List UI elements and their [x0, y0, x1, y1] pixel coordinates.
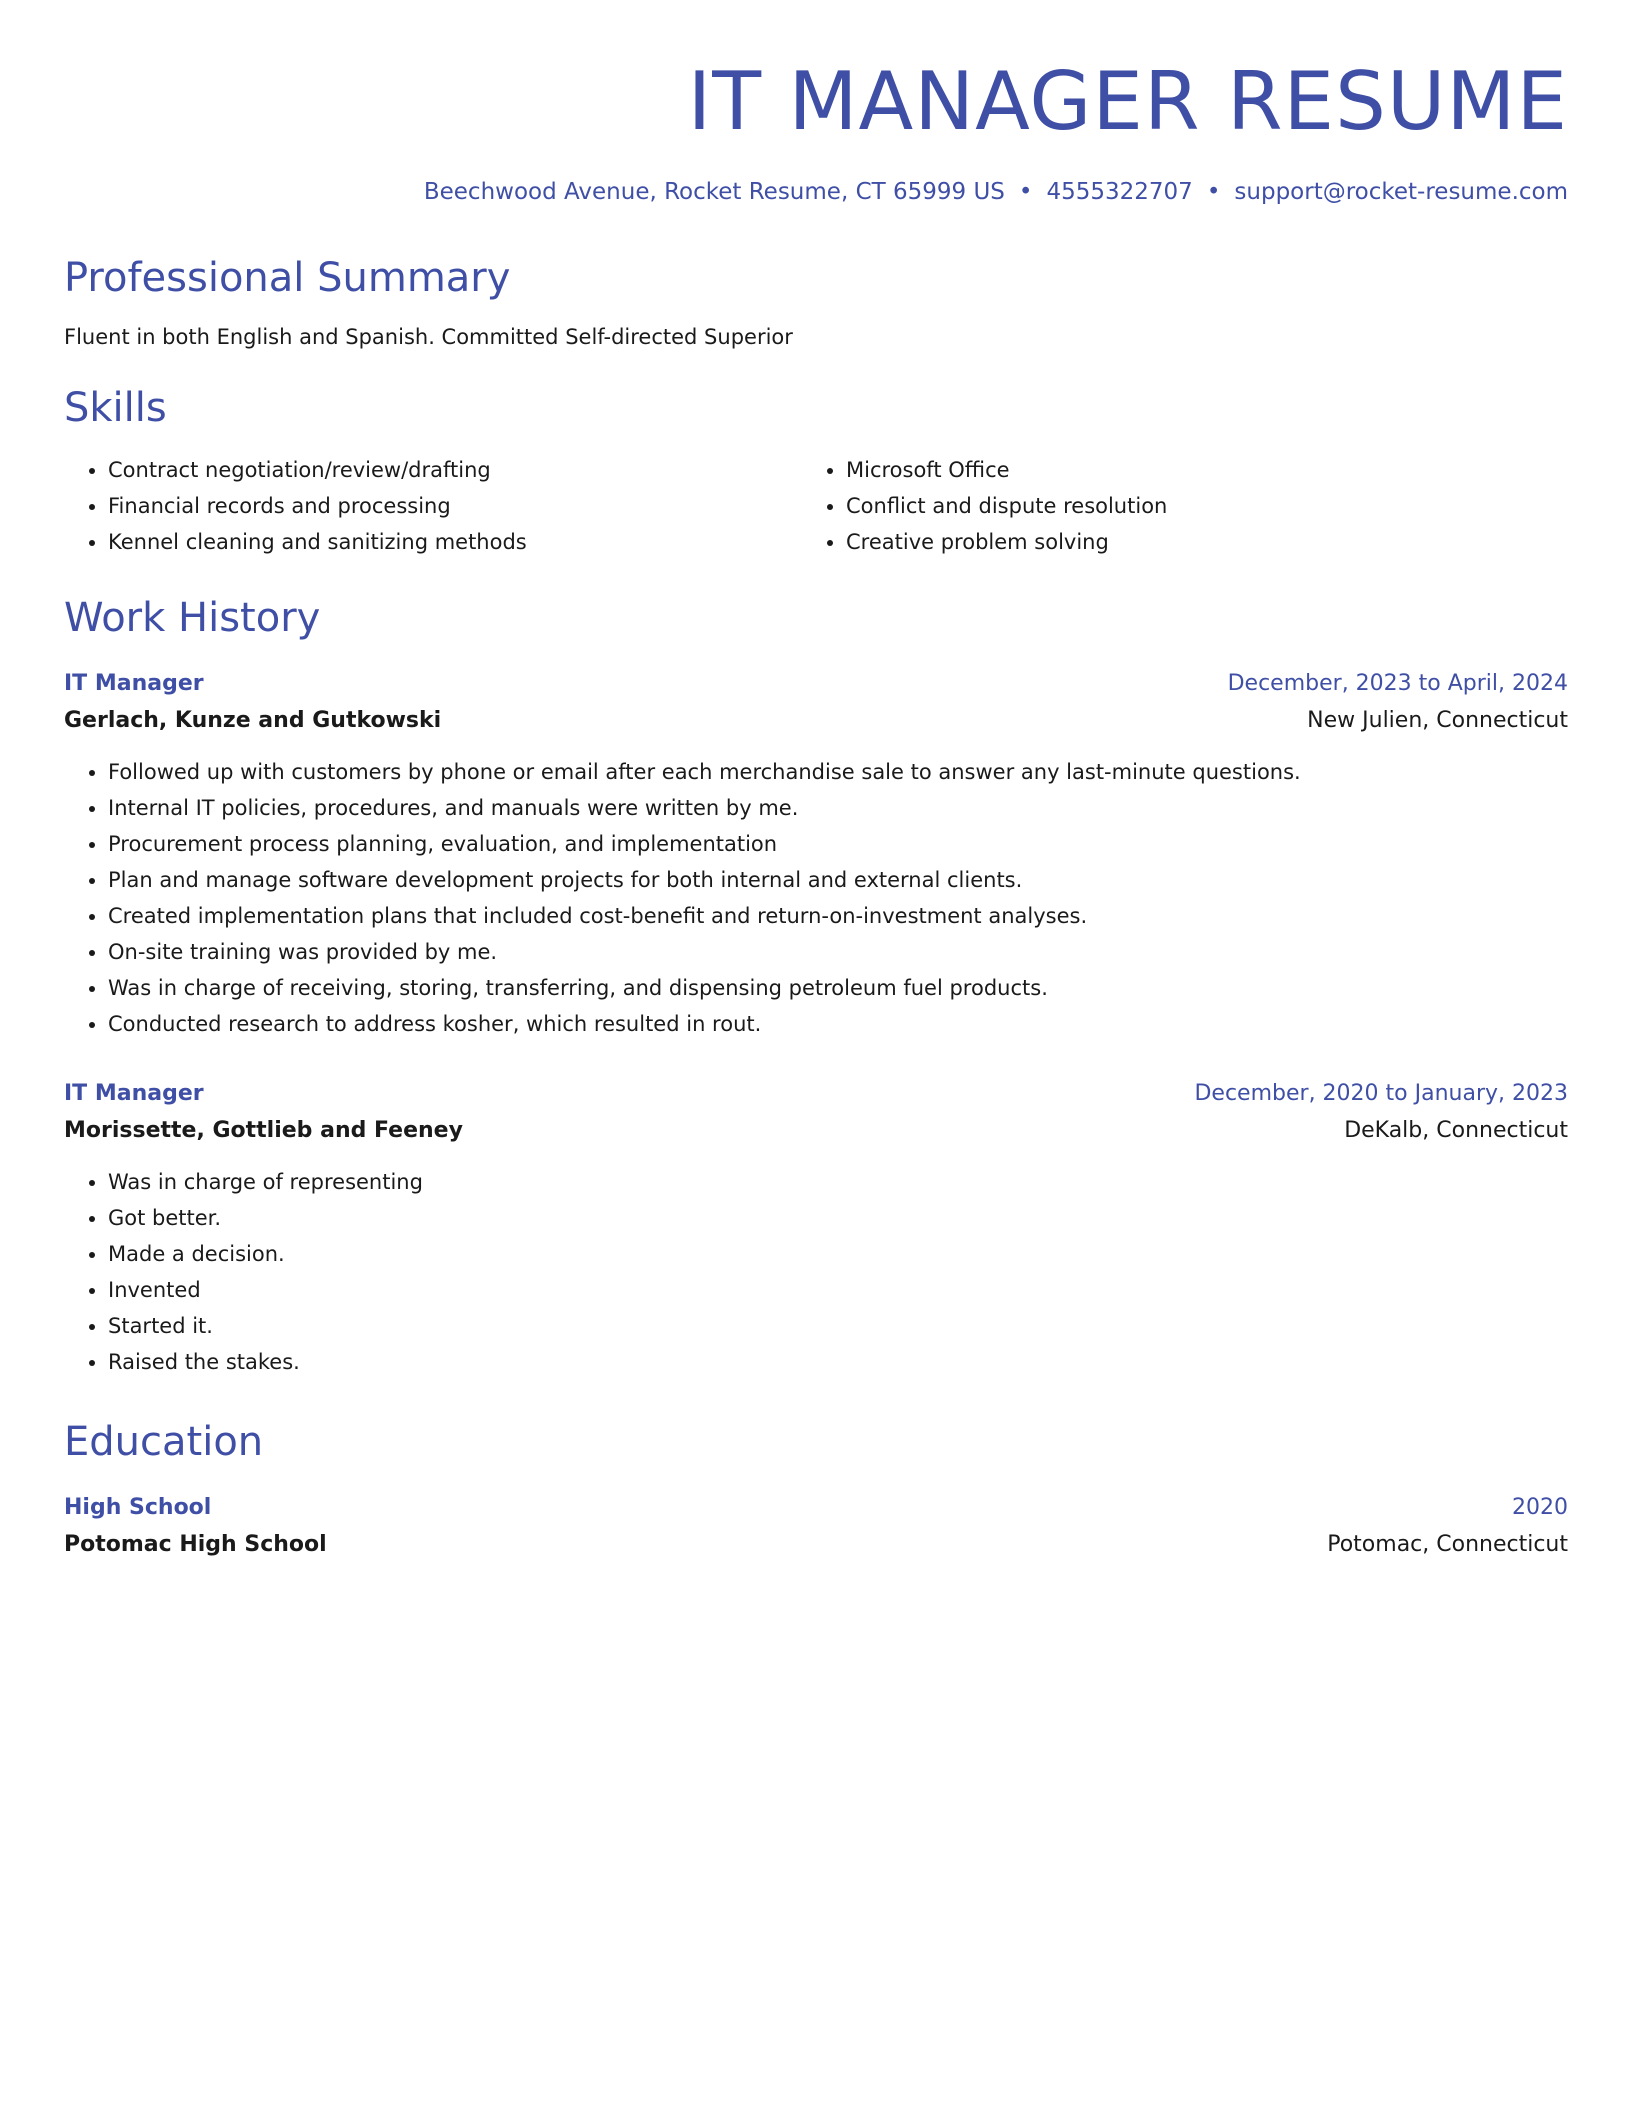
job-bullet: • Was in charge of receiving, storing, transferring, and dispensing petroleum fuel products. — [108, 970, 1568, 1006]
skills-column-left — [64, 452, 802, 560]
education-header — [64, 1490, 1568, 1526]
job-subheader — [64, 702, 1568, 740]
summary-heading: Professional Summary — [64, 255, 511, 301]
skill-item: • Creative problem solving — [846, 524, 1540, 560]
education-subheader — [64, 1526, 1568, 1564]
job-bullet: • Started it. — [108, 1308, 1568, 1344]
education-degree: High School — [64, 1495, 212, 1520]
contact-separator: • — [1206, 179, 1221, 205]
job-bullets — [64, 754, 1568, 1042]
job-bullet: • Made a decision. — [108, 1236, 1568, 1272]
job-company: Morissette, Gottlieb and Feeney — [64, 1118, 463, 1143]
job-location: DeKalb, Connecticut — [1344, 1118, 1568, 1143]
contact-address: Beechwood Avenue, Rocket Resume, CT 65999 US — [423, 179, 1005, 205]
job-entry — [64, 1076, 1568, 1380]
job-header — [64, 666, 1568, 702]
job-bullet: • Conducted research to address kosher, which resulted in rout. — [108, 1006, 1568, 1042]
education-school: Potomac High School — [64, 1532, 327, 1557]
skill-item: • Conflict and dispute resolution — [846, 488, 1540, 524]
job-bullet: • Raised the stakes. — [108, 1344, 1568, 1380]
job-bullet: • On-site training was provided by me. — [108, 934, 1568, 970]
education-location: Potomac, Connecticut — [1327, 1532, 1568, 1557]
skills-column-right — [802, 452, 1540, 560]
job-location: New Julien, Connecticut — [1307, 708, 1568, 733]
education-heading: Education — [64, 1419, 264, 1465]
work-history-heading: Work History — [64, 595, 321, 641]
job-dates: December, 2020 to January, 2023 — [1194, 1081, 1568, 1106]
skill-item: • Microsoft Office — [846, 452, 1540, 488]
job-bullet: • Was in charge of representing — [108, 1164, 1568, 1200]
job-bullet: • Followed up with customers by phone or email after each merchandise sale to answer any last-minute questions. — [108, 754, 1568, 790]
job-dates: December, 2023 to April, 2024 — [1227, 671, 1568, 696]
contact-separator: • — [1018, 179, 1033, 205]
contact-line — [64, 176, 1568, 208]
skills-heading: Skills — [64, 385, 167, 431]
job-bullet: • Invented — [108, 1272, 1568, 1308]
skill-item: • Contract negotiation/review/drafting — [108, 452, 802, 488]
job-subheader — [64, 1112, 1568, 1150]
job-role: IT Manager — [64, 671, 204, 696]
job-bullet: • Internal IT policies, procedures, and manuals were written by me. — [108, 790, 1568, 826]
resume-title: IT MANAGER RESUME — [687, 55, 1568, 148]
skill-item: • Financial records and processing — [108, 488, 802, 524]
job-bullet: • Procurement process planning, evaluation, and implementation — [108, 826, 1568, 862]
summary-text: Fluent in both English and Spanish. Committed Self-directed Superior — [64, 325, 793, 349]
education-entry — [64, 1490, 1568, 1564]
education-year: 2020 — [1512, 1495, 1568, 1520]
job-company: Gerlach, Kunze and Gutkowski — [64, 708, 442, 733]
job-header — [64, 1076, 1568, 1112]
contact-email: support@rocket-resume.com — [1234, 179, 1568, 205]
job-entry — [64, 666, 1568, 1042]
job-bullet: • Got better. — [108, 1200, 1568, 1236]
skill-item: • Kennel cleaning and sanitizing methods — [108, 524, 802, 560]
contact-phone: 4555322707 — [1046, 179, 1193, 205]
job-bullet: • Plan and manage software development projects for both internal and external clients. — [108, 862, 1568, 898]
skills-list — [64, 452, 1568, 560]
job-bullets — [64, 1164, 1568, 1380]
job-role: IT Manager — [64, 1081, 204, 1106]
job-bullet: • Created implementation plans that included cost-benefit and return-on-investment analyses. — [108, 898, 1568, 934]
